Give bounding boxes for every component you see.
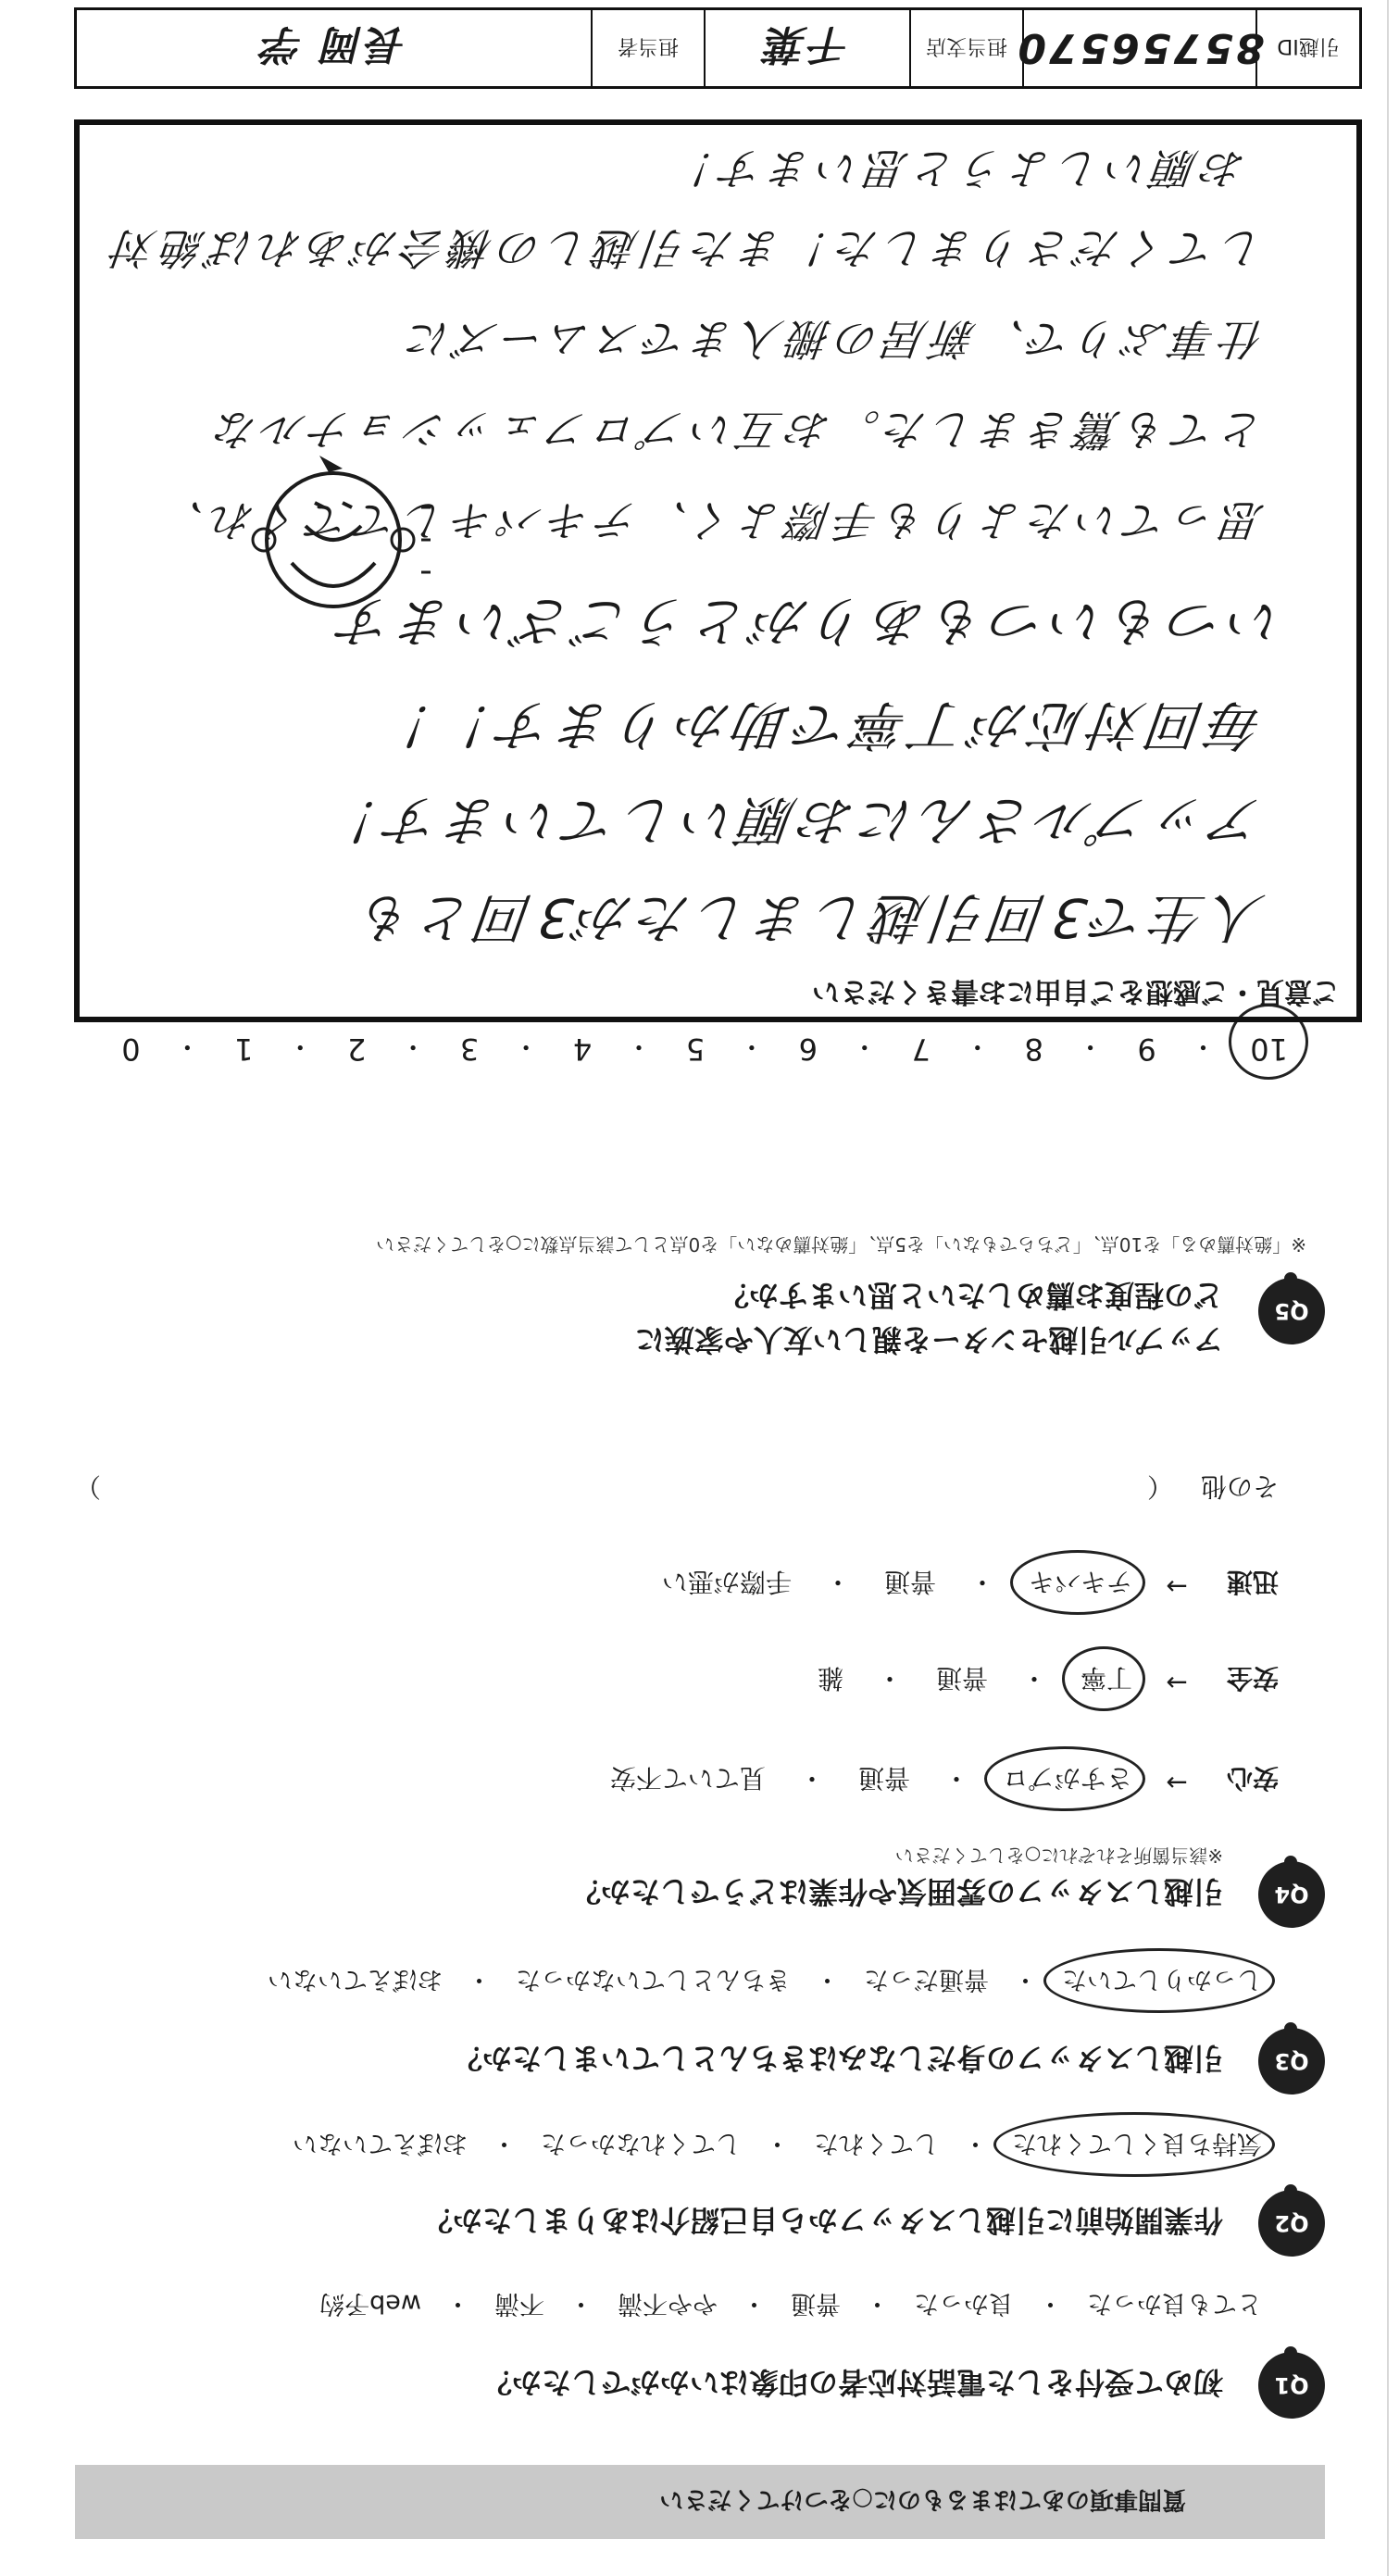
q4-badge: Q4 — [1258, 1861, 1325, 1928]
q1-options: とても良かった ・ 良かった ・ 普通 ・ やや不満 ・ 不満 ・ web予約 — [312, 2288, 1269, 2324]
arrow-right-icon: → — [1166, 1571, 1188, 1602]
comment-box[interactable] — [74, 119, 1362, 1022]
q3-option-selected[interactable]: しっかりしていた — [1055, 1964, 1269, 2000]
staff-label: 担当者 — [591, 10, 704, 86]
question-4 — [75, 1465, 1325, 1928]
instruction-banner — [75, 2465, 1325, 2539]
q4-row-label: 安全 — [1226, 1663, 1279, 1694]
scale-10-selected[interactable]: 10 — [1250, 1032, 1288, 1067]
q4-option-selected[interactable]: さすがプロ — [995, 1761, 1140, 1798]
q2-options: 気持ち良くしてくれた ・ してくれた ・ してくれなかった ・ おぼえていない — [285, 2128, 1269, 2164]
q3-option[interactable]: 普通だった — [864, 1965, 989, 1994]
banner-text: 質問事項のあてはまるものに○をつけてください — [659, 2485, 1186, 2514]
q1-badge: Q1 — [1258, 2352, 1325, 2419]
q5-note: ※「絶対薦める」を10点、「どちらでもない」を5点、「絶対薦めない」を0点として該当点数に○をしてください — [376, 1233, 1306, 1256]
q2-text: 作業開始前に引越しスタッフから自己紹介はありましたか？ — [422, 2203, 1223, 2238]
q3-text: 引越しスタッフの身だしなみはきちんとしていましたか？ — [452, 2041, 1223, 2076]
q2-badge: Q2 — [1258, 2190, 1325, 2257]
q1-option[interactable]: 良かった — [914, 2289, 1014, 2318]
scale-6[interactable]: 6 — [798, 1032, 818, 1067]
q3-option[interactable]: きちんとしていなかった — [516, 1965, 791, 1994]
q4-other-close: ） — [75, 1471, 102, 1502]
q2-option-selected[interactable]: 気持ち良くしてくれた — [1005, 2128, 1269, 2164]
comment-line: 毎回対応が丁寧で助かります！！ — [371, 694, 1268, 757]
q4-row-label: 迅速 — [1226, 1567, 1279, 1597]
scale-7[interactable]: 7 — [911, 1032, 931, 1067]
comment-line: 仕事ぶりで、新居の搬入までスムーズに — [399, 314, 1268, 364]
scale-2[interactable]: 2 — [347, 1032, 367, 1067]
question-3 — [75, 1946, 1325, 2095]
q4-other-input[interactable] — [101, 1469, 1147, 1507]
q2-option[interactable]: してくれなかった — [541, 2129, 741, 2157]
q5-text-line2: どの程度お薦めしたいと思いますか？ — [718, 1278, 1223, 1313]
q2-option[interactable]: してくれた — [814, 2129, 939, 2157]
q5-text-line1: アップル引越センターを親しい友人や家族に — [634, 1322, 1223, 1357]
q1-option[interactable]: とても良かった — [1087, 2289, 1262, 2318]
q4-other-open: （ — [1146, 1471, 1173, 1502]
question-2 — [75, 2108, 1325, 2257]
question-1 — [75, 2270, 1325, 2419]
q4-other-label: その他 — [1200, 1471, 1279, 1502]
q4-option[interactable]: 普通 — [857, 1763, 910, 1794]
footer-info-row — [74, 7, 1362, 89]
comment-line: とても驚きました。お互いプロフェッショナルな — [206, 405, 1268, 455]
q4-note: ※該当箇所それぞれに○をしてください — [894, 1844, 1223, 1867]
q3-option[interactable]: おぼえていない — [268, 1965, 443, 1994]
scale-8[interactable]: 8 — [1024, 1032, 1043, 1067]
q2-option[interactable]: おぼえていない — [293, 2129, 468, 2157]
q4-option[interactable]: 手際が悪い — [661, 1567, 792, 1597]
q5-scale: 10 ・ 9 ・ 8 ・ 7 ・ 6 ・ 5 ・ 4 ・ 3 ・ 2 ・ 1 ・ 0 — [121, 1032, 1288, 1067]
q4-row-jinsoku: 迅速 → テキパキ ・ 普通 ・ 手際が悪い — [655, 1565, 1279, 1602]
q4-option[interactable]: 普通 — [935, 1663, 988, 1694]
branch-label: 担当支店 — [909, 10, 1022, 86]
scale-4[interactable]: 4 — [572, 1032, 593, 1067]
q4-row-label: 安心 — [1226, 1763, 1279, 1794]
comment-line: いつもいつもありがとうございます — [331, 590, 1287, 653]
comment-line: 思っていたよりも手際よく、テキパキしててくれ、 — [152, 495, 1268, 545]
q4-option-selected[interactable]: 丁寧 — [1073, 1661, 1140, 1698]
q3-options: しっかりしていた ・ 普通だった ・ きちんとしていなかった ・ おぼえていない — [260, 1964, 1269, 2000]
branch-value[interactable]: 千葉 — [704, 10, 909, 86]
scale-3[interactable]: 3 — [459, 1032, 480, 1067]
staff-value[interactable]: 長岡 学 — [259, 20, 408, 68]
scale-0[interactable]: 0 — [121, 1032, 141, 1067]
q1-option[interactable]: やや不満 — [618, 2289, 718, 2318]
q1-option[interactable]: web予約 — [319, 2289, 421, 2318]
q4-other-row — [75, 1469, 1279, 1507]
q4-text: 引越しスタッフの雰囲気や作業はどうでしたか？ — [570, 1874, 1223, 1909]
q4-option-selected[interactable]: テキパキ — [1021, 1565, 1140, 1602]
q1-option[interactable]: 不満 — [494, 2289, 544, 2318]
id-label: 引越ID — [1255, 10, 1359, 86]
q3-badge: Q3 — [1258, 2028, 1325, 2095]
q4-option[interactable]: 雑 — [817, 1663, 843, 1694]
scale-5[interactable]: 5 — [685, 1032, 706, 1067]
q5-badge: Q5 — [1258, 1278, 1325, 1344]
comment-line: アップルさんにお願いしています！ — [319, 789, 1268, 852]
comment-heading: ご意見・ご感想をご自由にお書きください — [812, 975, 1340, 1007]
q4-option[interactable]: 普通 — [883, 1567, 936, 1597]
q1-text: 初めて受付をした電話対応者の印象はいかがでしたか？ — [481, 2365, 1223, 2400]
scale-9[interactable]: 9 — [1137, 1032, 1156, 1067]
comment-line: 人生で3回引越しましたが3回とも — [352, 886, 1268, 949]
comment-line: お願いしようと思います！ — [665, 144, 1249, 194]
q4-row-anzen: 安全 → 丁寧 ・ 普通 ・ 雑 — [810, 1661, 1279, 1698]
q4-option[interactable]: 見ていて不安 — [609, 1763, 766, 1794]
arrow-right-icon: → — [1166, 1768, 1188, 1798]
arrow-right-icon: → — [1166, 1668, 1188, 1698]
comment-line: してくださりました！また引越しの機会があれば絶対 — [106, 223, 1268, 273]
question-5 — [75, 1141, 1325, 1363]
id-value[interactable]: 85756570 — [1022, 10, 1255, 86]
scale-1[interactable]: 1 — [234, 1032, 254, 1067]
q4-row-anshin: 安心 → さすがプロ ・ 普通 ・ 見ていて不安 — [603, 1761, 1279, 1798]
q1-option[interactable]: 普通 — [791, 2289, 841, 2318]
